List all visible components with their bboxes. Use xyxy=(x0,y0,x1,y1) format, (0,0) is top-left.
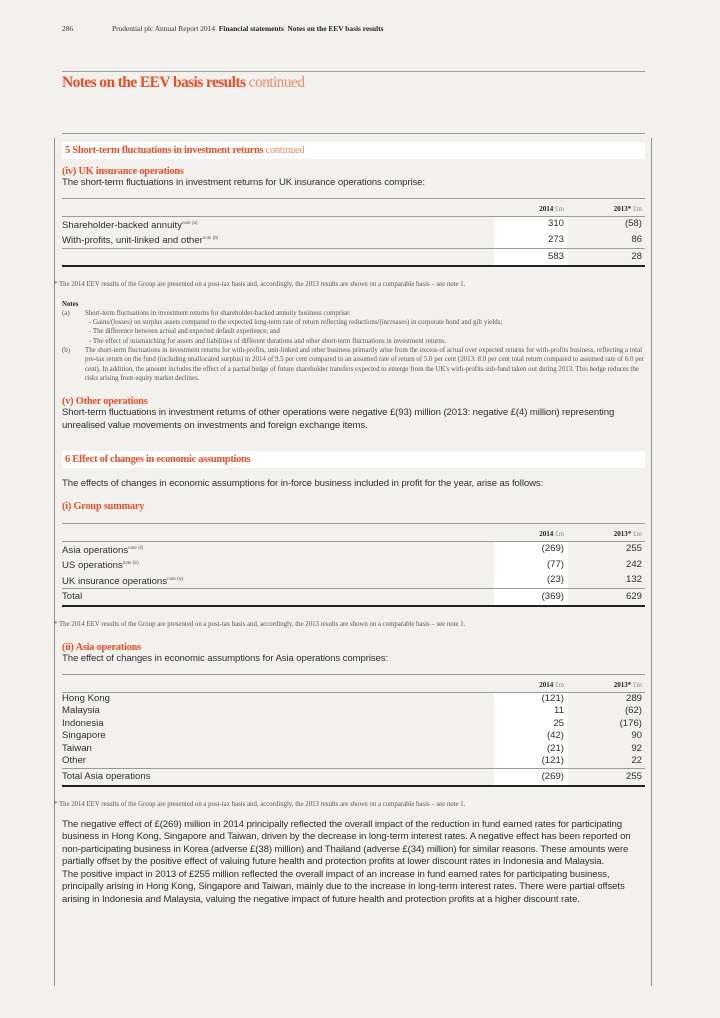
asia-operations-intro: The effect of changes in economic assumptions for Asia operations comprises: xyxy=(62,653,389,665)
section-5-heading xyxy=(62,142,645,159)
asia-commentary-2013: The positive impact in 2013 of £255 million reflected the overall impact of an increase in fund earned rates for participating business, principally arising in Hong Kong, Singapore and Taiwan, mainly due to the increase in long-term interest rates. There were partial offsets arising in Indonesia and Malaysia, valuing the negative impact of future health and protection profits at a higher discount rate. xyxy=(62,868,625,905)
value-2014: 11 xyxy=(494,705,568,718)
divider xyxy=(62,71,645,72)
table-header-row xyxy=(62,523,645,541)
col-2014-header: 2014 £m xyxy=(539,680,564,689)
note-bullet: - Gains/(losses) on surplus assets compared to the expected long-term rate of return reflecting reductions/(increases) in corporate bond and gilt yields; xyxy=(89,319,503,327)
table-row xyxy=(62,705,645,718)
asia-commentary-2014: The negative effect of £(269) million in 2014 principally reflected the overall impact of the reduction in fund earned rates for participating business in Hong Kong, Singapore and Taiwan, driven by the decrease in long-term interest rates. A negative effect has been reported on non-participating business in Korea (adverse £(38) million) and Thailand (adverse £(34) million) for similar reasons. These amounts were partially offset by the positive effect of valuing future health and protection profits at lower discount rates in Indonesia and Malaysia. xyxy=(62,818,631,868)
value-2013: 242 xyxy=(625,558,642,570)
row-label: Indonesia xyxy=(62,717,104,729)
subsection-name: Notes on the EEV basis results xyxy=(287,24,384,33)
divider xyxy=(62,133,645,134)
page-number: 286 xyxy=(62,24,74,33)
total-label: Total xyxy=(62,589,494,607)
value-2013: 22 xyxy=(631,755,642,767)
table-row xyxy=(62,755,645,768)
uk-operations-heading: (iv) UK insurance operations xyxy=(62,166,184,177)
col-2013-header: 2013* £m xyxy=(613,680,642,689)
value-2013: 92 xyxy=(631,742,642,754)
total-label xyxy=(62,248,494,266)
note-ref: note (iv) xyxy=(167,575,184,581)
page-title-suffix: continued xyxy=(248,74,305,91)
table-row xyxy=(62,232,645,248)
value-2013: 90 xyxy=(631,730,642,742)
frame-border-left xyxy=(54,138,55,986)
section-6-intro: The effects of changes in economic assumptions for in-force business included in profit for the year, arise as follows: xyxy=(62,478,544,490)
publication-name: Prudential plc Annual Report 2014 xyxy=(112,24,216,33)
group-summary-table xyxy=(62,523,645,608)
notes-heading: Notes xyxy=(62,300,79,308)
group-summary-heading: (i) Group summary xyxy=(62,500,145,512)
table-header-row xyxy=(62,674,645,692)
table-row xyxy=(62,557,645,573)
value-2013: (58) xyxy=(624,218,642,229)
row-label: UK insurance operations xyxy=(62,575,168,587)
other-operations-text: Short-term fluctuations in investment returns of other operations were negative £(93) million (2013: negative £(4) million) representing unrealised value movements on investments and foreign exchange items. xyxy=(62,407,615,431)
asia-operations-heading: (ii) Asia operations xyxy=(62,642,141,654)
page-title xyxy=(62,74,304,92)
section-6-heading: 6 Effect of changes in economic assumptions xyxy=(62,451,645,468)
section-title-suffix: continued xyxy=(265,145,305,156)
value-2013: 289 xyxy=(625,692,642,704)
section-title: 5 Short-term fluctuations in investment returns xyxy=(65,145,264,156)
table-row xyxy=(62,541,645,557)
row-label: Shareholder-backed annuity xyxy=(62,219,183,231)
row-label: Other xyxy=(62,755,86,767)
value-2013: (176) xyxy=(619,717,642,729)
table-row xyxy=(62,692,645,705)
notes-block xyxy=(62,300,645,384)
total-2013: 629 xyxy=(568,589,645,607)
note-text: Short-term fluctuations in investment returns for shareholder-backed annuity business comprise: xyxy=(85,309,351,317)
col-2014-header: 2014 £m xyxy=(539,529,564,538)
note-label: (a) xyxy=(62,309,70,317)
page-title-main: Notes on the EEV basis results xyxy=(62,74,246,91)
total-row xyxy=(62,589,645,607)
value-2014: (23) xyxy=(494,573,568,589)
total-2013: 255 xyxy=(568,768,645,786)
note-ref: note (a) xyxy=(182,219,198,225)
running-header xyxy=(62,24,384,33)
row-label: US operations xyxy=(62,560,123,572)
frame-border-right xyxy=(651,138,652,986)
footnote: * The 2014 EEV results of the Group are presented on a post-tax basis and, accordingly, the 2013 results are shown on a comparable basis – see note 1. xyxy=(54,280,466,288)
footnote: * The 2014 EEV results of the Group are presented on a post-tax basis and, accordingly, the 2013 results are shown on a comparable basis – see note 1. xyxy=(54,800,466,808)
note-a xyxy=(62,309,645,346)
value-2013: 132 xyxy=(625,574,642,586)
value-2014: (21) xyxy=(494,743,568,756)
note-label: (b) xyxy=(62,346,71,354)
value-2013: (62) xyxy=(624,705,642,717)
value-2014: 25 xyxy=(494,718,568,731)
note-bullet: - The effect of mismatching for assets and liabilities of different durations and other short-term fluctuations in investment returns. xyxy=(89,337,447,345)
total-2014: 583 xyxy=(494,248,568,266)
total-label: Total Asia operations xyxy=(62,768,494,786)
value-2014: (121) xyxy=(494,692,568,705)
asia-operations-table xyxy=(62,674,645,787)
value-2014: (269) xyxy=(494,541,568,557)
row-label: Hong Kong xyxy=(62,692,111,704)
value-2014: 310 xyxy=(494,216,568,232)
other-operations-heading: (v) Other operations xyxy=(62,396,148,408)
total-row xyxy=(62,768,645,786)
note-ref: note (ii) xyxy=(128,544,144,550)
uk-operations-intro: The short-term fluctuations in investment returns for UK insurance operations comprise: xyxy=(62,177,425,188)
table-row xyxy=(62,743,645,756)
row-label: Malaysia xyxy=(62,705,100,717)
total-row xyxy=(62,248,645,266)
table-row xyxy=(62,573,645,589)
row-label: Taiwan xyxy=(62,742,92,754)
value-2014: (42) xyxy=(494,730,568,743)
table-row xyxy=(62,730,645,743)
table-header-row xyxy=(62,198,645,216)
value-2013: 86 xyxy=(631,233,642,245)
table-row xyxy=(62,718,645,731)
row-label: Singapore xyxy=(62,730,106,742)
uk-fluctuations-table xyxy=(62,198,645,267)
value-2013: 255 xyxy=(625,543,642,555)
value-2014: 273 xyxy=(494,232,568,248)
col-2014-header: 2014 £m xyxy=(539,204,564,213)
main-content xyxy=(54,138,645,906)
table-row xyxy=(62,216,645,232)
footnote: * The 2014 EEV results of the Group are presented on a post-tax basis and, accordingly, the 2013 results are shown on a comparable basis – see note 1. xyxy=(54,621,466,629)
note-b xyxy=(62,346,645,383)
note-bullet: - The difference between actual and expected default experience; and xyxy=(89,328,280,336)
total-2014: (369) xyxy=(494,589,568,607)
total-2014: (269) xyxy=(494,768,568,786)
section-name: Financial statements xyxy=(218,24,284,33)
total-2013: 28 xyxy=(568,248,645,266)
col-2013-header: 2013* £m xyxy=(613,204,642,213)
row-label: With-profits, unit-linked and other xyxy=(62,235,203,246)
value-2014: (77) xyxy=(494,557,568,573)
note-ref: note (iii) xyxy=(122,560,139,566)
value-2014: (121) xyxy=(494,755,568,768)
col-2013-header: 2013* £m xyxy=(613,529,642,538)
row-label: Asia operations xyxy=(62,544,129,556)
note-ref: note (b) xyxy=(202,235,219,240)
note-text: The short-term fluctuations in investment returns for with-profits, unit-linked and other business primarily arise from the excess of actual over expected returns for with-profits business, reflecting a total pre-tax return on the fund (including unallocated surplus) in 2014 of 9.5 per cent compared to an assumed rate of return of 5.0 per cent (2013: 8.0 per cent total return compared to assumed rate of 6.0 per cent). In addition, the amount includes the effect of a partial hedge of future shareholder transfers expected to emerge from the UK's with-profits sub-fund taken out during 2013. This hedge reduces the risks arising from equity market declines. xyxy=(85,346,644,382)
